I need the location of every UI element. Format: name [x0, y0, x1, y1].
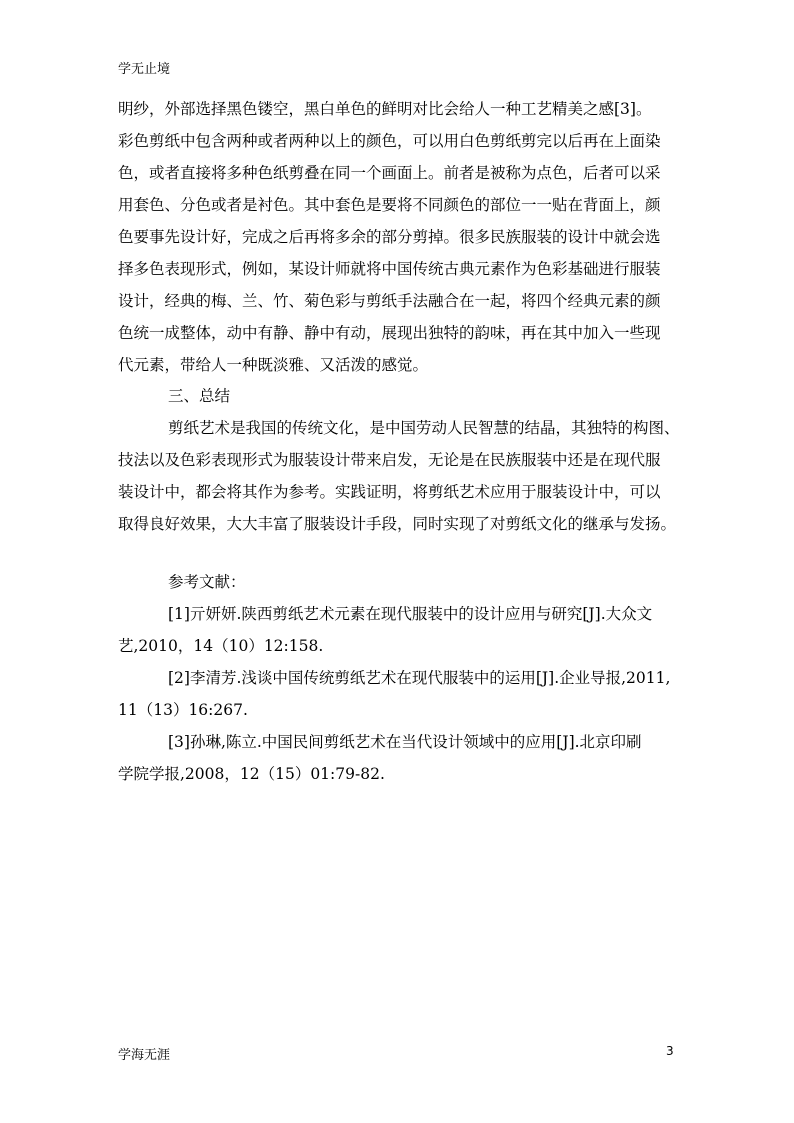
reference-line: [2]李清芳.浅谈中国传统剪纸艺术在现代服装中的运用[J].企业导报,2011, — [168, 669, 671, 687]
reference-line: 艺,2010，14（10）12:158. — [118, 637, 324, 655]
reference-line: 学院学报,2008，12（15）01:79-82. — [118, 765, 385, 783]
reference-line: [3]孙琳,陈立.中国民间剪纸艺术在当代设计领域中的应用[J].北京印刷 — [168, 733, 642, 751]
body-line: 彩色剪纸中包含两种或者两种以上的颜色，可以用白色剪纸剪完以后再在上面染 — [118, 132, 661, 150]
reference-line: [1]亓妍妍.陕西剪纸艺术元素在现代服装中的设计应用与研究[J].大众文 — [168, 605, 653, 623]
body-line: 装设计中，都会将其作为参考。实践证明，将剪纸艺术应用于服装设计中，可以 — [118, 483, 661, 501]
page-number: 3 — [666, 1044, 674, 1058]
reference-line: 11（13）16:267. — [118, 701, 248, 719]
body-line: 设计，经典的梅、兰、竹、菊色彩与剪纸手法融合在一起，将四个经典元素的颜 — [118, 292, 661, 310]
page-footer: 学海无涯 — [118, 1048, 171, 1063]
references-heading: 参考文献： — [168, 573, 246, 591]
body-line: 色要事先设计好，完成之后再将多余的部分剪掉。很多民族服装的设计中就会选 — [118, 228, 661, 246]
body-line: 择多色表现形式，例如，某设计师就将中国传统古典元素作为色彩基础进行服装 — [118, 260, 661, 278]
page-header: 学无止境 — [118, 62, 171, 77]
body-line: 剪纸艺术是我国的传统文化，是中国劳动人民智慧的结晶，其独特的构图、 — [168, 419, 680, 437]
body-line: 明纱，外部选择黑色镂空，黑白单色的鲜明对比会给人一种工艺精美之感[3]。 — [118, 100, 652, 118]
body-line: 色，或者直接将多种色纸剪叠在同一个画面上。前者是被称为点色，后者可以采 — [118, 164, 661, 182]
body-line: 代元素，带给人一种既淡雅、又活泼的感觉。 — [118, 356, 429, 374]
body-line: 技法以及色彩表现形式为服装设计带来启发，无论是在民族服装中还是在现代服 — [118, 451, 661, 469]
body-line: 色统一成整体，动中有静、静中有动，展现出独特的韵味，再在其中加入一些现 — [118, 324, 661, 342]
section-heading: 三、总结 — [168, 387, 231, 405]
body-line: 取得良好效果，大大丰富了服装设计手段，同时实现了对剪纸文化的继承与发扬。 — [118, 515, 677, 533]
body-line: 用套色、分色或者是衬色。其中套色是要将不同颜色的部位一一贴在背面上，颜 — [118, 196, 661, 214]
